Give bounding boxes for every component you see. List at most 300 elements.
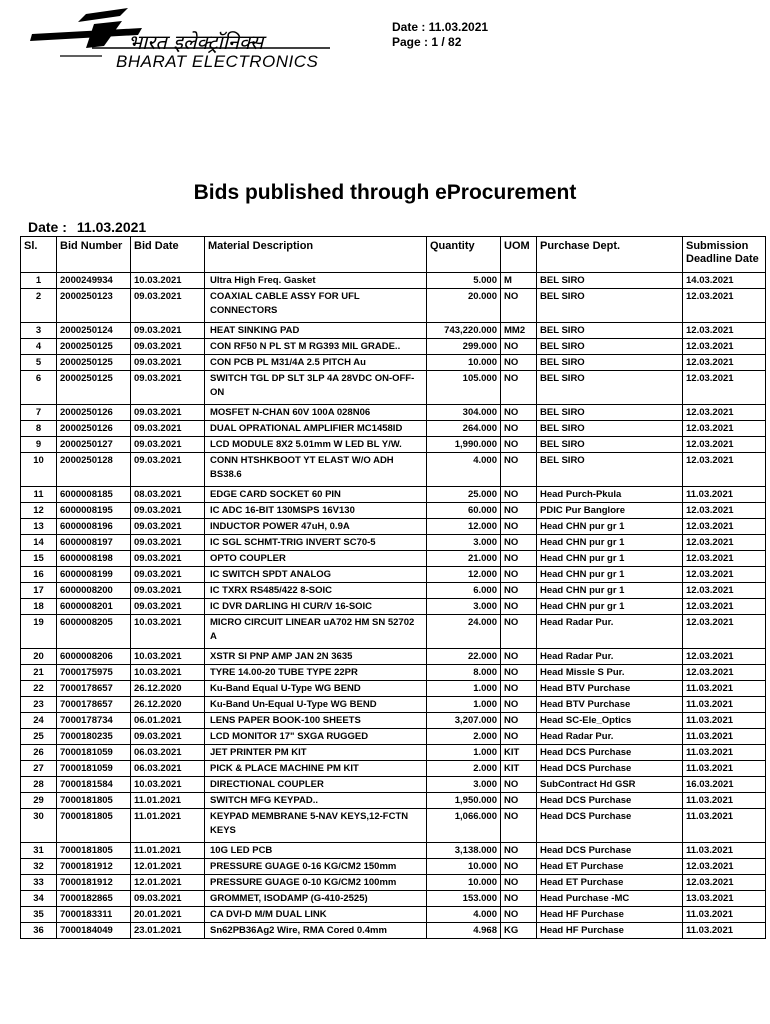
cell-material-description: XSTR SI PNP AMP JAN 2N 3635 xyxy=(205,649,427,665)
cell-purchase-dept: Head Radar Pur. xyxy=(537,729,683,745)
cell-sl: 17 xyxy=(21,583,57,599)
cell-uom: NO xyxy=(501,697,537,713)
table-row xyxy=(21,567,766,583)
cell-submission-deadline: 12.03.2021 xyxy=(683,665,766,681)
cell-bid-number: 2000250125 xyxy=(57,339,131,355)
cell-uom: NO xyxy=(501,487,537,503)
cell-purchase-dept: BEL SIRO xyxy=(537,273,683,289)
table-row xyxy=(21,371,766,405)
cell-uom: NO xyxy=(501,729,537,745)
cell-bid-date: 09.03.2021 xyxy=(131,437,205,453)
cell-uom: NO xyxy=(501,599,537,615)
cell-bid-number: 6000008206 xyxy=(57,649,131,665)
cell-bid-date: 09.03.2021 xyxy=(131,729,205,745)
cell-bid-date: 09.03.2021 xyxy=(131,551,205,567)
table-row xyxy=(21,339,766,355)
report-date-value: 11.03.2021 xyxy=(76,219,147,235)
cell-bid-number: 7000178657 xyxy=(57,681,131,697)
cell-quantity: 1.000 xyxy=(427,681,501,697)
header-sl: Sl. xyxy=(21,237,57,273)
table-row xyxy=(21,405,766,421)
cell-purchase-dept: BEL SIRO xyxy=(537,355,683,371)
cell-bid-number: 7000183311 xyxy=(57,907,131,923)
cell-bid-number: 7000181059 xyxy=(57,745,131,761)
cell-quantity: 22.000 xyxy=(427,649,501,665)
cell-quantity: 1,066.000 xyxy=(427,809,501,843)
header-submission-deadline: Submission Deadline Date xyxy=(683,237,766,273)
table-row xyxy=(21,681,766,697)
cell-submission-deadline: 12.03.2021 xyxy=(683,453,766,487)
cell-material-description: HEAT SINKING PAD xyxy=(205,323,427,339)
cell-purchase-dept: Head SC-Ele_Optics xyxy=(537,713,683,729)
cell-uom: KIT xyxy=(501,745,537,761)
cell-material-description: IC TXRX RS485/422 8-SOIC xyxy=(205,583,427,599)
cell-sl: 3 xyxy=(21,323,57,339)
cell-sl: 19 xyxy=(21,615,57,649)
cell-uom: KIT xyxy=(501,761,537,777)
cell-purchase-dept: Head CHN pur gr 1 xyxy=(537,551,683,567)
cell-purchase-dept: Head Radar Pur. xyxy=(537,649,683,665)
cell-quantity: 2.000 xyxy=(427,761,501,777)
cell-purchase-dept: Head Radar Pur. xyxy=(537,615,683,649)
cell-material-description: EDGE CARD SOCKET 60 PIN xyxy=(205,487,427,503)
cell-uom: NO xyxy=(501,583,537,599)
cell-submission-deadline: 12.03.2021 xyxy=(683,599,766,615)
cell-bid-number: 2000250126 xyxy=(57,421,131,437)
cell-quantity: 3.000 xyxy=(427,777,501,793)
cell-uom: NO xyxy=(501,809,537,843)
cell-uom: NO xyxy=(501,859,537,875)
cell-bid-date: 09.03.2021 xyxy=(131,519,205,535)
cell-bid-number: 6000008200 xyxy=(57,583,131,599)
company-logo xyxy=(30,4,350,74)
cell-bid-date: 09.03.2021 xyxy=(131,289,205,323)
cell-submission-deadline: 11.03.2021 xyxy=(683,713,766,729)
cell-sl: 12 xyxy=(21,503,57,519)
cell-uom: NO xyxy=(501,713,537,729)
cell-uom: M xyxy=(501,273,537,289)
cell-quantity: 10.000 xyxy=(427,875,501,891)
cell-bid-date: 09.03.2021 xyxy=(131,453,205,487)
cell-material-description: COAXIAL CABLE ASSY FOR UFL CONNECTORS xyxy=(205,289,427,323)
cell-purchase-dept: Head BTV Purchase xyxy=(537,681,683,697)
cell-material-description: CA DVI-D M/M DUAL LINK xyxy=(205,907,427,923)
cell-bid-date: 10.03.2021 xyxy=(131,649,205,665)
cell-purchase-dept: Head DCS Purchase xyxy=(537,809,683,843)
cell-uom: NO xyxy=(501,793,537,809)
cell-submission-deadline: 12.03.2021 xyxy=(683,371,766,405)
cell-sl: 23 xyxy=(21,697,57,713)
page-title: Bids published through eProcurement xyxy=(193,181,577,204)
table-row xyxy=(21,355,766,371)
cell-sl: 24 xyxy=(21,713,57,729)
cell-submission-deadline: 11.03.2021 xyxy=(683,907,766,923)
cell-bid-date: 06.03.2021 xyxy=(131,745,205,761)
table-row xyxy=(21,583,766,599)
cell-bid-number: 7000181584 xyxy=(57,777,131,793)
cell-quantity: 25.000 xyxy=(427,487,501,503)
cell-sl: 5 xyxy=(21,355,57,371)
cell-purchase-dept: Head CHN pur gr 1 xyxy=(537,583,683,599)
cell-sl: 8 xyxy=(21,421,57,437)
cell-sl: 32 xyxy=(21,859,57,875)
cell-submission-deadline: 11.03.2021 xyxy=(683,729,766,745)
cell-submission-deadline: 12.03.2021 xyxy=(683,649,766,665)
cell-bid-number: 6000008205 xyxy=(57,615,131,649)
cell-quantity: 2.000 xyxy=(427,729,501,745)
cell-quantity: 3.000 xyxy=(427,599,501,615)
table-row xyxy=(21,859,766,875)
report-date xyxy=(28,219,156,235)
cell-submission-deadline: 11.03.2021 xyxy=(683,745,766,761)
page-number: Page : 1 / 82 xyxy=(392,35,462,49)
cell-bid-number: 6000008197 xyxy=(57,535,131,551)
cell-purchase-dept: PDIC Pur Banglore xyxy=(537,503,683,519)
cell-quantity: 304.000 xyxy=(427,405,501,421)
cell-purchase-dept: BEL SIRO xyxy=(537,437,683,453)
cell-material-description: IC DVR DARLING HI CUR/V 16-SOIC xyxy=(205,599,427,615)
header-bid-number: Bid Number xyxy=(57,237,131,273)
cell-material-description: 10G LED PCB xyxy=(205,843,427,859)
cell-purchase-dept: Head CHN pur gr 1 xyxy=(537,519,683,535)
cell-bid-date: 09.03.2021 xyxy=(131,421,205,437)
cell-bid-date: 10.03.2021 xyxy=(131,615,205,649)
cell-material-description: JET PRINTER PM KIT xyxy=(205,745,427,761)
cell-material-description: CON RF50 N PL ST M RG393 MIL GRADE.. xyxy=(205,339,427,355)
cell-uom: NO xyxy=(501,843,537,859)
cell-material-description: KEYPAD MEMBRANE 5-NAV KEYS,12-FCTN KEYS xyxy=(205,809,427,843)
cell-sl: 27 xyxy=(21,761,57,777)
cell-bid-number: 6000008185 xyxy=(57,487,131,503)
cell-submission-deadline: 12.03.2021 xyxy=(683,583,766,599)
cell-bid-number: 7000178657 xyxy=(57,697,131,713)
table-header-row xyxy=(21,237,766,273)
table-row xyxy=(21,891,766,907)
cell-bid-number: 7000184049 xyxy=(57,923,131,939)
cell-purchase-dept: Head CHN pur gr 1 xyxy=(537,567,683,583)
cell-bid-number: 7000181912 xyxy=(57,875,131,891)
cell-uom: MM2 xyxy=(501,323,537,339)
table-row xyxy=(21,503,766,519)
cell-purchase-dept: Head DCS Purchase xyxy=(537,793,683,809)
cell-material-description: DIRECTIONAL COUPLER xyxy=(205,777,427,793)
cell-material-description: MICRO CIRCUIT LINEAR uA702 HM SN 52702 A xyxy=(205,615,427,649)
report-date-label: Date : xyxy=(28,219,67,235)
cell-bid-date: 09.03.2021 xyxy=(131,599,205,615)
cell-bid-number: 6000008195 xyxy=(57,503,131,519)
table-row xyxy=(21,519,766,535)
cell-material-description: PRESSURE GUAGE 0-16 KG/CM2 150mm xyxy=(205,859,427,875)
cell-uom: NO xyxy=(501,519,537,535)
cell-purchase-dept: Head ET Purchase xyxy=(537,859,683,875)
cell-bid-date: 20.01.2021 xyxy=(131,907,205,923)
cell-submission-deadline: 11.03.2021 xyxy=(683,793,766,809)
table-row xyxy=(21,923,766,939)
cell-purchase-dept: Head BTV Purchase xyxy=(537,697,683,713)
cell-uom: NO xyxy=(501,649,537,665)
cell-purchase-dept: Head DCS Purchase xyxy=(537,745,683,761)
cell-purchase-dept: BEL SIRO xyxy=(537,339,683,355)
cell-submission-deadline: 14.03.2021 xyxy=(683,273,766,289)
cell-bid-date: 11.01.2021 xyxy=(131,809,205,843)
cell-purchase-dept: Head ET Purchase xyxy=(537,875,683,891)
cell-uom: NO xyxy=(501,551,537,567)
cell-submission-deadline: 12.03.2021 xyxy=(683,437,766,453)
cell-submission-deadline: 11.03.2021 xyxy=(683,843,766,859)
cell-purchase-dept: BEL SIRO xyxy=(537,421,683,437)
cell-sl: 7 xyxy=(21,405,57,421)
cell-purchase-dept: Head Purch-Pkula xyxy=(537,487,683,503)
cell-bid-number: 7000181805 xyxy=(57,793,131,809)
cell-material-description: TYRE 14.00-20 TUBE TYPE 22PR xyxy=(205,665,427,681)
cell-uom: NO xyxy=(501,615,537,649)
cell-uom: NO xyxy=(501,339,537,355)
cell-purchase-dept: BEL SIRO xyxy=(537,323,683,339)
cell-material-description: IC ADC 16-BIT 130MSPS 16V130 xyxy=(205,503,427,519)
cell-bid-number: 7000180235 xyxy=(57,729,131,745)
cell-submission-deadline: 11.03.2021 xyxy=(683,809,766,843)
cell-bid-date: 09.03.2021 xyxy=(131,323,205,339)
cell-purchase-dept: Head CHN pur gr 1 xyxy=(537,599,683,615)
cell-material-description: LCD MODULE 8X2 5.01mm W LED BL Y/W. xyxy=(205,437,427,453)
cell-quantity: 105.000 xyxy=(427,371,501,405)
cell-quantity: 6.000 xyxy=(427,583,501,599)
cell-bid-number: 7000181912 xyxy=(57,859,131,875)
cell-uom: NO xyxy=(501,437,537,453)
cell-quantity: 60.000 xyxy=(427,503,501,519)
cell-bid-date: 26.12.2020 xyxy=(131,681,205,697)
header-purchase-dept: Purchase Dept. xyxy=(537,237,683,273)
cell-submission-deadline: 11.03.2021 xyxy=(683,487,766,503)
cell-bid-number: 2000250126 xyxy=(57,405,131,421)
cell-submission-deadline: 11.03.2021 xyxy=(683,697,766,713)
cell-bid-date: 09.03.2021 xyxy=(131,355,205,371)
cell-quantity: 10.000 xyxy=(427,859,501,875)
cell-sl: 29 xyxy=(21,793,57,809)
table-row xyxy=(21,697,766,713)
cell-submission-deadline: 12.03.2021 xyxy=(683,339,766,355)
table-row xyxy=(21,649,766,665)
cell-quantity: 1.000 xyxy=(427,697,501,713)
cell-sl: 1 xyxy=(21,273,57,289)
cell-bid-number: 2000250124 xyxy=(57,323,131,339)
cell-bid-number: 6000008199 xyxy=(57,567,131,583)
cell-bid-date: 10.03.2021 xyxy=(131,665,205,681)
cell-submission-deadline: 12.03.2021 xyxy=(683,503,766,519)
table-row xyxy=(21,453,766,487)
cell-material-description: CONN HTSHKBOOT YT ELAST W/O ADH BS38.6 xyxy=(205,453,427,487)
cell-purchase-dept: SubContract Hd GSR xyxy=(537,777,683,793)
logo-english-text: BHARAT ELECTRONICS xyxy=(116,52,319,71)
cell-bid-date: 09.03.2021 xyxy=(131,405,205,421)
cell-quantity: 4.000 xyxy=(427,907,501,923)
cell-quantity: 3,138.000 xyxy=(427,843,501,859)
cell-bid-date: 09.03.2021 xyxy=(131,503,205,519)
cell-quantity: 4.000 xyxy=(427,453,501,487)
cell-material-description: Sn62PB36Ag2 Wire, RMA Cored 0.4mm xyxy=(205,923,427,939)
table-row xyxy=(21,487,766,503)
cell-bid-date: 08.03.2021 xyxy=(131,487,205,503)
cell-quantity: 12.000 xyxy=(427,567,501,583)
cell-sl: 15 xyxy=(21,551,57,567)
cell-uom: NO xyxy=(501,405,537,421)
table-row xyxy=(21,713,766,729)
cell-bid-date: 12.01.2021 xyxy=(131,875,205,891)
cell-submission-deadline: 12.03.2021 xyxy=(683,551,766,567)
cell-quantity: 264.000 xyxy=(427,421,501,437)
cell-uom: NO xyxy=(501,567,537,583)
cell-uom: NO xyxy=(501,535,537,551)
cell-sl: 26 xyxy=(21,745,57,761)
cell-sl: 33 xyxy=(21,875,57,891)
table-row xyxy=(21,665,766,681)
cell-sl: 10 xyxy=(21,453,57,487)
cell-submission-deadline: 12.03.2021 xyxy=(683,323,766,339)
cell-material-description: MOSFET N-CHAN 60V 100A 028N06 xyxy=(205,405,427,421)
cell-sl: 16 xyxy=(21,567,57,583)
cell-bid-date: 09.03.2021 xyxy=(131,339,205,355)
cell-sl: 9 xyxy=(21,437,57,453)
cell-purchase-dept: Head Purchase -MC xyxy=(537,891,683,907)
cell-sl: 34 xyxy=(21,891,57,907)
cell-material-description: OPTO COUPLER xyxy=(205,551,427,567)
cell-quantity: 12.000 xyxy=(427,519,501,535)
cell-quantity: 5.000 xyxy=(427,273,501,289)
cell-quantity: 20.000 xyxy=(427,289,501,323)
cell-uom: NO xyxy=(501,503,537,519)
cell-quantity: 21.000 xyxy=(427,551,501,567)
cell-quantity: 299.000 xyxy=(427,339,501,355)
cell-uom: NO xyxy=(501,421,537,437)
cell-sl: 4 xyxy=(21,339,57,355)
cell-submission-deadline: 12.03.2021 xyxy=(683,859,766,875)
document-meta xyxy=(392,20,488,50)
table-row xyxy=(21,615,766,649)
cell-purchase-dept: BEL SIRO xyxy=(537,405,683,421)
table-row xyxy=(21,599,766,615)
cell-purchase-dept: Head HF Purchase xyxy=(537,907,683,923)
cell-bid-date: 11.01.2021 xyxy=(131,843,205,859)
cell-submission-deadline: 12.03.2021 xyxy=(683,535,766,551)
cell-bid-number: 7000182865 xyxy=(57,891,131,907)
cell-bid-number: 2000249934 xyxy=(57,273,131,289)
cell-sl: 30 xyxy=(21,809,57,843)
table-row xyxy=(21,745,766,761)
cell-uom: NO xyxy=(501,777,537,793)
cell-submission-deadline: 11.03.2021 xyxy=(683,681,766,697)
cell-bid-date: 06.03.2021 xyxy=(131,761,205,777)
cell-material-description: LENS PAPER BOOK-100 SHEETS xyxy=(205,713,427,729)
cell-bid-number: 7000175975 xyxy=(57,665,131,681)
cell-bid-number: 2000250125 xyxy=(57,371,131,405)
logo-hindi-text: भारत इलेक्ट्रॉनिक्स xyxy=(128,30,264,54)
cell-submission-deadline: 12.03.2021 xyxy=(683,289,766,323)
cell-purchase-dept: BEL SIRO xyxy=(537,453,683,487)
print-date: Date : 11.03.2021 xyxy=(392,20,489,34)
table-row xyxy=(21,273,766,289)
cell-purchase-dept: Head DCS Purchase xyxy=(537,761,683,777)
cell-purchase-dept: Head Missle S Pur. xyxy=(537,665,683,681)
cell-bid-number: 6000008198 xyxy=(57,551,131,567)
cell-uom: NO xyxy=(501,875,537,891)
cell-bid-date: 10.03.2021 xyxy=(131,273,205,289)
cell-quantity: 743,220.000 xyxy=(427,323,501,339)
cell-sl: 6 xyxy=(21,371,57,405)
cell-material-description: Ultra High Freq. Gasket xyxy=(205,273,427,289)
cell-sl: 14 xyxy=(21,535,57,551)
table-row xyxy=(21,777,766,793)
table-row xyxy=(21,907,766,923)
cell-bid-date: 23.01.2021 xyxy=(131,923,205,939)
header-quantity: Quantity xyxy=(427,237,501,273)
cell-uom: NO xyxy=(501,681,537,697)
cell-purchase-dept: BEL SIRO xyxy=(537,371,683,405)
cell-submission-deadline: 12.03.2021 xyxy=(683,875,766,891)
cell-sl: 35 xyxy=(21,907,57,923)
cell-submission-deadline: 12.03.2021 xyxy=(683,405,766,421)
table-row xyxy=(21,551,766,567)
cell-quantity: 153.000 xyxy=(427,891,501,907)
cell-quantity: 3,207.000 xyxy=(427,713,501,729)
table-row xyxy=(21,289,766,323)
bids-table xyxy=(20,236,766,939)
cell-sl: 2 xyxy=(21,289,57,323)
cell-purchase-dept: BEL SIRO xyxy=(537,289,683,323)
cell-quantity: 8.000 xyxy=(427,665,501,681)
cell-bid-number: 7000181805 xyxy=(57,843,131,859)
cell-quantity: 24.000 xyxy=(427,615,501,649)
cell-quantity: 10.000 xyxy=(427,355,501,371)
cell-material-description: PRESSURE GUAGE 0-10 KG/CM2 100mm xyxy=(205,875,427,891)
table-row xyxy=(21,535,766,551)
cell-uom: NO xyxy=(501,371,537,405)
cell-sl: 28 xyxy=(21,777,57,793)
cell-sl: 20 xyxy=(21,649,57,665)
cell-purchase-dept: Head HF Purchase xyxy=(537,923,683,939)
cell-uom: KG xyxy=(501,923,537,939)
cell-material-description: Ku-Band Un-Equal U-Type WG BEND xyxy=(205,697,427,713)
cell-uom: NO xyxy=(501,665,537,681)
cell-material-description: IC SGL SCHMT-TRIG INVERT SC70-5 xyxy=(205,535,427,551)
table-row xyxy=(21,437,766,453)
table-row xyxy=(21,761,766,777)
table-row xyxy=(21,729,766,745)
cell-sl: 13 xyxy=(21,519,57,535)
cell-bid-date: 09.03.2021 xyxy=(131,891,205,907)
cell-bid-number: 2000250128 xyxy=(57,453,131,487)
header-bid-date: Bid Date xyxy=(131,237,205,273)
header-material-description: Material Description xyxy=(205,237,427,273)
cell-purchase-dept: Head DCS Purchase xyxy=(537,843,683,859)
cell-submission-deadline: 12.03.2021 xyxy=(683,615,766,649)
cell-bid-number: 2000250125 xyxy=(57,355,131,371)
cell-bid-date: 09.03.2021 xyxy=(131,583,205,599)
cell-submission-deadline: 12.03.2021 xyxy=(683,421,766,437)
cell-material-description: LCD MONITOR 17" SXGA RUGGED xyxy=(205,729,427,745)
cell-bid-date: 06.01.2021 xyxy=(131,713,205,729)
cell-bid-number: 7000178734 xyxy=(57,713,131,729)
cell-bid-date: 09.03.2021 xyxy=(131,535,205,551)
table-body xyxy=(21,273,766,939)
cell-submission-deadline: 12.03.2021 xyxy=(683,567,766,583)
cell-submission-deadline: 16.03.2021 xyxy=(683,777,766,793)
cell-uom: NO xyxy=(501,891,537,907)
cell-bid-number: 2000250123 xyxy=(57,289,131,323)
cell-uom: NO xyxy=(501,907,537,923)
cell-submission-deadline: 11.03.2021 xyxy=(683,923,766,939)
cell-quantity: 3.000 xyxy=(427,535,501,551)
cell-material-description: CON PCB PL M31/4A 2.5 PITCH Au xyxy=(205,355,427,371)
